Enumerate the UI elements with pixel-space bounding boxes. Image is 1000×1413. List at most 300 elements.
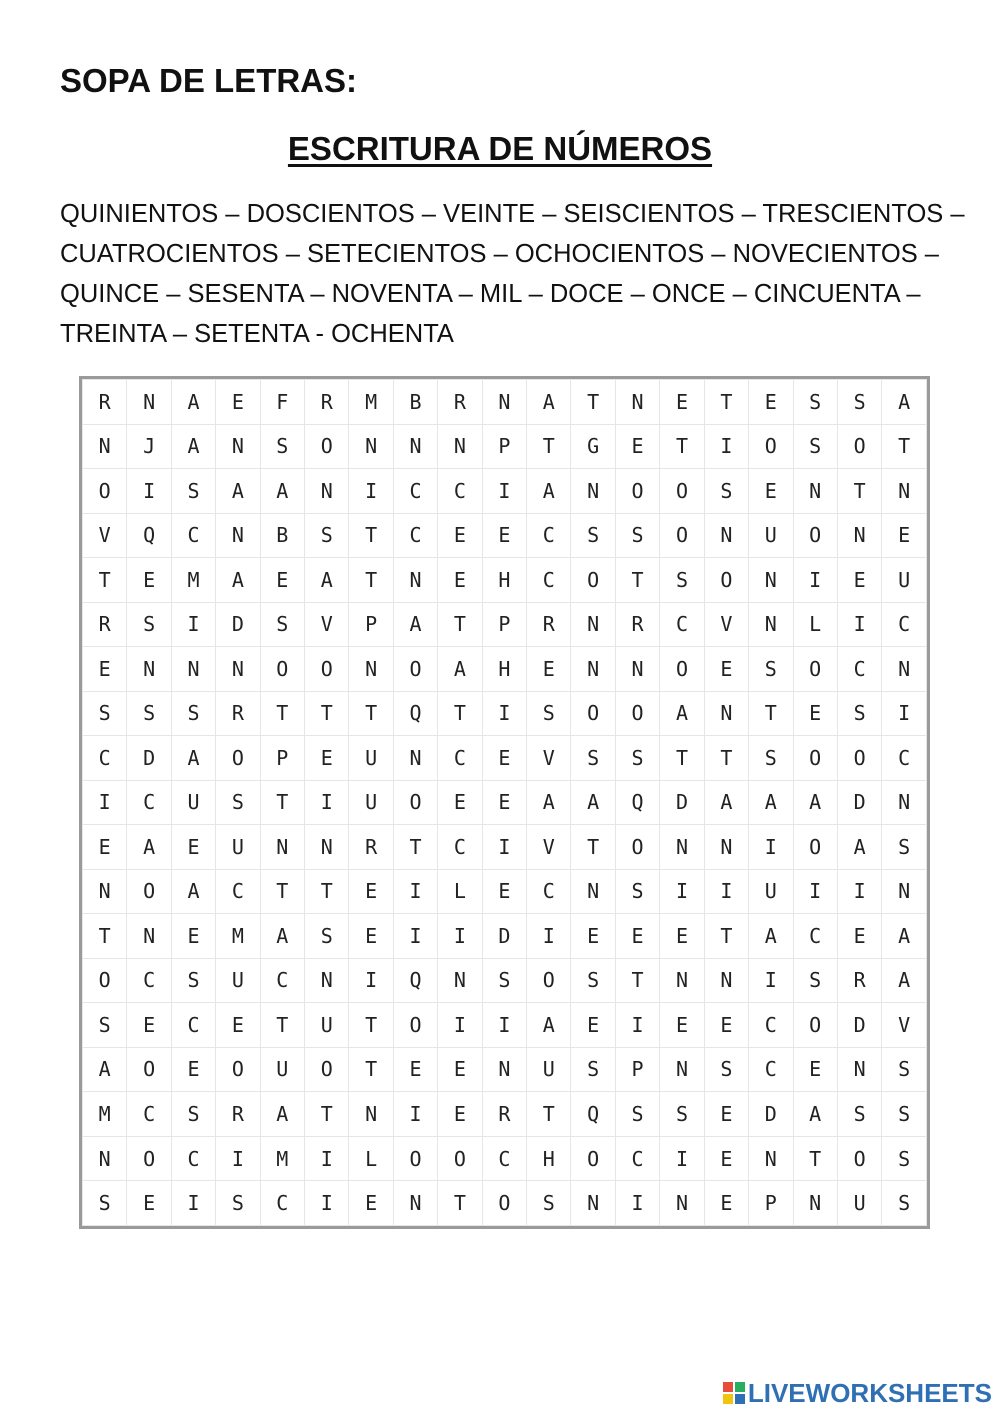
grid-cell[interactable]: R [438, 380, 482, 425]
grid-cell[interactable]: N [305, 958, 349, 1003]
grid-cell[interactable]: E [482, 736, 526, 781]
grid-cell[interactable]: C [393, 469, 437, 514]
grid-cell[interactable]: N [615, 647, 659, 692]
grid-cell[interactable]: O [837, 424, 881, 469]
grid-cell[interactable]: U [216, 958, 260, 1003]
grid-cell[interactable]: H [527, 1136, 571, 1181]
grid-cell[interactable]: O [660, 469, 704, 514]
grid-cell[interactable]: E [216, 1003, 260, 1048]
grid-cell[interactable]: E [837, 914, 881, 959]
grid-cell[interactable]: I [660, 869, 704, 914]
grid-cell[interactable]: A [83, 1047, 127, 1092]
grid-cell[interactable]: N [260, 825, 304, 870]
grid-cell[interactable]: O [615, 469, 659, 514]
grid-cell[interactable]: A [216, 469, 260, 514]
grid-cell[interactable]: U [305, 1003, 349, 1048]
grid-cell[interactable]: A [571, 780, 615, 825]
grid-cell[interactable]: L [793, 602, 837, 647]
grid-cell[interactable]: A [527, 380, 571, 425]
grid-cell[interactable]: I [749, 958, 793, 1003]
grid-cell[interactable]: N [837, 1047, 881, 1092]
grid-cell[interactable]: D [749, 1092, 793, 1137]
grid-cell[interactable]: I [704, 424, 748, 469]
grid-cell[interactable]: O [393, 780, 437, 825]
grid-cell[interactable]: O [127, 869, 171, 914]
grid-cell[interactable]: P [749, 1181, 793, 1226]
grid-cell[interactable]: S [171, 958, 215, 1003]
grid-cell[interactable]: T [305, 1092, 349, 1137]
grid-cell[interactable]: N [882, 780, 927, 825]
grid-cell[interactable]: N [127, 380, 171, 425]
grid-cell[interactable]: A [171, 424, 215, 469]
grid-cell[interactable]: T [393, 825, 437, 870]
grid-cell[interactable]: P [482, 602, 526, 647]
grid-cell[interactable]: N [749, 1136, 793, 1181]
grid-cell[interactable]: E [127, 1003, 171, 1048]
grid-cell[interactable]: M [260, 1136, 304, 1181]
grid-cell[interactable]: O [571, 1136, 615, 1181]
grid-cell[interactable]: E [482, 869, 526, 914]
grid-cell[interactable]: N [882, 869, 927, 914]
grid-cell[interactable]: E [438, 780, 482, 825]
grid-cell[interactable]: O [393, 1136, 437, 1181]
grid-cell[interactable]: C [882, 736, 927, 781]
grid-cell[interactable]: S [305, 914, 349, 959]
grid-cell[interactable]: I [127, 469, 171, 514]
grid-cell[interactable]: N [793, 1181, 837, 1226]
grid-cell[interactable]: T [793, 1136, 837, 1181]
grid-cell[interactable]: R [83, 380, 127, 425]
grid-cell[interactable]: A [171, 869, 215, 914]
grid-cell[interactable]: S [615, 736, 659, 781]
grid-cell[interactable]: O [704, 558, 748, 603]
grid-cell[interactable]: O [393, 1003, 437, 1048]
grid-cell[interactable]: O [660, 647, 704, 692]
grid-cell[interactable]: I [482, 1003, 526, 1048]
grid-cell[interactable]: N [83, 1136, 127, 1181]
grid-cell[interactable]: N [571, 1181, 615, 1226]
grid-cell[interactable]: A [171, 736, 215, 781]
grid-cell[interactable]: C [482, 1136, 526, 1181]
grid-cell[interactable]: Q [571, 1092, 615, 1137]
grid-cell[interactable]: I [882, 691, 927, 736]
grid-cell[interactable]: T [571, 825, 615, 870]
grid-cell[interactable]: O [615, 691, 659, 736]
grid-cell[interactable]: O [793, 1003, 837, 1048]
grid-cell[interactable]: E [793, 1047, 837, 1092]
grid-cell[interactable]: E [305, 736, 349, 781]
grid-cell[interactable]: S [615, 869, 659, 914]
grid-cell[interactable]: V [83, 513, 127, 558]
grid-cell[interactable]: A [882, 380, 927, 425]
grid-cell[interactable]: Q [393, 691, 437, 736]
grid-cell[interactable]: T [260, 869, 304, 914]
grid-cell[interactable]: E [349, 1181, 393, 1226]
grid-cell[interactable]: A [438, 647, 482, 692]
grid-cell[interactable]: S [660, 1092, 704, 1137]
grid-cell[interactable]: S [660, 558, 704, 603]
grid-cell[interactable]: E [660, 914, 704, 959]
grid-cell[interactable]: D [216, 602, 260, 647]
grid-cell[interactable]: S [571, 736, 615, 781]
grid-cell[interactable]: I [482, 469, 526, 514]
grid-cell[interactable]: T [704, 380, 748, 425]
grid-cell[interactable]: R [83, 602, 127, 647]
grid-cell[interactable]: O [305, 424, 349, 469]
grid-cell[interactable]: O [615, 825, 659, 870]
grid-cell[interactable]: N [393, 558, 437, 603]
grid-cell[interactable]: T [83, 914, 127, 959]
grid-cell[interactable]: C [438, 736, 482, 781]
grid-cell[interactable]: I [482, 825, 526, 870]
grid-cell[interactable]: V [704, 602, 748, 647]
grid-cell[interactable]: N [216, 513, 260, 558]
grid-cell[interactable]: I [305, 1181, 349, 1226]
grid-cell[interactable]: U [349, 780, 393, 825]
grid-cell[interactable]: I [527, 914, 571, 959]
grid-cell[interactable]: M [171, 558, 215, 603]
grid-cell[interactable]: O [216, 1047, 260, 1092]
grid-cell[interactable]: A [882, 914, 927, 959]
grid-cell[interactable]: C [171, 513, 215, 558]
grid-cell[interactable]: U [171, 780, 215, 825]
grid-cell[interactable]: T [704, 736, 748, 781]
grid-cell[interactable]: T [660, 736, 704, 781]
grid-cell[interactable]: N [216, 424, 260, 469]
grid-cell[interactable]: T [349, 1003, 393, 1048]
grid-cell[interactable]: E [438, 513, 482, 558]
grid-cell[interactable]: S [171, 1092, 215, 1137]
grid-cell[interactable]: O [438, 1136, 482, 1181]
grid-cell[interactable]: I [305, 1136, 349, 1181]
grid-cell[interactable]: E [171, 1047, 215, 1092]
grid-cell[interactable]: S [527, 1181, 571, 1226]
grid-cell[interactable]: S [615, 513, 659, 558]
grid-cell[interactable]: E [393, 1047, 437, 1092]
grid-cell[interactable]: A [660, 691, 704, 736]
grid-cell[interactable]: E [882, 513, 927, 558]
grid-cell[interactable]: N [83, 424, 127, 469]
grid-cell[interactable]: J [127, 424, 171, 469]
grid-cell[interactable]: A [527, 780, 571, 825]
grid-cell[interactable]: C [438, 825, 482, 870]
grid-cell[interactable]: U [349, 736, 393, 781]
grid-cell[interactable]: P [482, 424, 526, 469]
grid-cell[interactable]: N [438, 958, 482, 1003]
grid-cell[interactable]: U [527, 1047, 571, 1092]
grid-cell[interactable]: C [171, 1136, 215, 1181]
grid-cell[interactable]: E [127, 1181, 171, 1226]
grid-cell[interactable]: R [482, 1092, 526, 1137]
grid-cell[interactable]: O [527, 958, 571, 1003]
grid-cell[interactable]: R [216, 1092, 260, 1137]
grid-cell[interactable]: O [793, 736, 837, 781]
grid-cell[interactable]: O [393, 647, 437, 692]
grid-cell[interactable]: A [305, 558, 349, 603]
grid-cell[interactable]: N [660, 825, 704, 870]
grid-cell[interactable]: I [438, 1003, 482, 1048]
grid-cell[interactable]: N [704, 513, 748, 558]
grid-cell[interactable]: A [527, 469, 571, 514]
grid-cell[interactable]: R [837, 958, 881, 1003]
grid-cell[interactable]: M [349, 380, 393, 425]
grid-cell[interactable]: I [393, 914, 437, 959]
grid-cell[interactable]: C [260, 1181, 304, 1226]
grid-cell[interactable]: C [749, 1003, 793, 1048]
grid-cell[interactable]: R [615, 602, 659, 647]
grid-cell[interactable]: S [749, 647, 793, 692]
grid-cell[interactable]: E [615, 914, 659, 959]
grid-cell[interactable]: A [882, 958, 927, 1003]
grid-cell[interactable]: N [393, 424, 437, 469]
grid-cell[interactable]: S [882, 1181, 927, 1226]
grid-cell[interactable]: I [837, 602, 881, 647]
grid-cell[interactable]: N [660, 1047, 704, 1092]
grid-cell[interactable]: E [571, 914, 615, 959]
grid-cell[interactable]: N [127, 914, 171, 959]
grid-cell[interactable]: E [438, 1047, 482, 1092]
grid-cell[interactable]: H [482, 558, 526, 603]
grid-cell[interactable]: L [438, 869, 482, 914]
grid-cell[interactable]: A [749, 914, 793, 959]
grid-cell[interactable]: E [704, 1136, 748, 1181]
grid-cell[interactable]: T [882, 424, 927, 469]
grid-cell[interactable]: S [615, 1092, 659, 1137]
grid-cell[interactable]: C [837, 647, 881, 692]
grid-cell[interactable]: O [83, 469, 127, 514]
grid-cell[interactable]: S [793, 958, 837, 1003]
grid-cell[interactable]: S [171, 469, 215, 514]
grid-cell[interactable]: O [127, 1136, 171, 1181]
grid-cell[interactable]: N [571, 469, 615, 514]
grid-cell[interactable]: E [704, 647, 748, 692]
grid-cell[interactable]: S [882, 825, 927, 870]
grid-cell[interactable]: A [171, 380, 215, 425]
grid-cell[interactable]: E [793, 691, 837, 736]
grid-cell[interactable]: S [749, 736, 793, 781]
grid-cell[interactable]: N [171, 647, 215, 692]
grid-cell[interactable]: N [660, 1181, 704, 1226]
grid-cell[interactable]: O [837, 1136, 881, 1181]
grid-cell[interactable]: N [882, 469, 927, 514]
grid-cell[interactable]: E [615, 424, 659, 469]
grid-cell[interactable]: S [83, 1003, 127, 1048]
grid-cell[interactable]: C [260, 958, 304, 1003]
grid-cell[interactable]: N [393, 1181, 437, 1226]
grid-cell[interactable]: S [793, 380, 837, 425]
grid-cell[interactable]: U [837, 1181, 881, 1226]
grid-cell[interactable]: N [749, 602, 793, 647]
grid-cell[interactable]: I [837, 869, 881, 914]
grid-cell[interactable]: O [837, 736, 881, 781]
grid-cell[interactable]: A [260, 914, 304, 959]
grid-cell[interactable]: P [349, 602, 393, 647]
grid-cell[interactable]: E [660, 1003, 704, 1048]
grid-cell[interactable]: I [660, 1136, 704, 1181]
grid-cell[interactable]: N [793, 469, 837, 514]
grid-cell[interactable]: S [882, 1047, 927, 1092]
grid-cell[interactable]: S [571, 513, 615, 558]
grid-cell[interactable]: P [260, 736, 304, 781]
grid-cell[interactable]: R [216, 691, 260, 736]
grid-cell[interactable]: I [615, 1181, 659, 1226]
grid-cell[interactable]: S [305, 513, 349, 558]
grid-cell[interactable]: C [615, 1136, 659, 1181]
grid-cell[interactable]: C [127, 958, 171, 1003]
grid-cell[interactable]: O [571, 691, 615, 736]
grid-cell[interactable]: A [793, 1092, 837, 1137]
grid-cell[interactable]: S [571, 958, 615, 1003]
grid-cell[interactable]: E [571, 1003, 615, 1048]
grid-cell[interactable]: O [83, 958, 127, 1003]
grid-cell[interactable]: N [749, 558, 793, 603]
grid-cell[interactable]: T [83, 558, 127, 603]
grid-cell[interactable]: N [571, 869, 615, 914]
grid-cell[interactable]: T [704, 914, 748, 959]
grid-cell[interactable]: T [260, 1003, 304, 1048]
grid-cell[interactable]: T [305, 691, 349, 736]
grid-cell[interactable]: D [660, 780, 704, 825]
grid-cell[interactable]: I [171, 602, 215, 647]
grid-cell[interactable]: N [438, 424, 482, 469]
grid-cell[interactable]: S [83, 1181, 127, 1226]
grid-cell[interactable]: N [349, 424, 393, 469]
grid-cell[interactable]: S [704, 469, 748, 514]
grid-cell[interactable]: O [127, 1047, 171, 1092]
grid-cell[interactable]: N [704, 958, 748, 1003]
grid-cell[interactable]: N [127, 647, 171, 692]
grid-cell[interactable]: S [482, 958, 526, 1003]
grid-cell[interactable]: I [305, 780, 349, 825]
grid-cell[interactable]: C [749, 1047, 793, 1092]
grid-cell[interactable]: I [349, 469, 393, 514]
grid-cell[interactable]: R [305, 380, 349, 425]
grid-cell[interactable]: S [571, 1047, 615, 1092]
grid-cell[interactable]: A [527, 1003, 571, 1048]
grid-cell[interactable]: N [615, 380, 659, 425]
grid-cell[interactable]: S [837, 1092, 881, 1137]
grid-cell[interactable]: V [527, 736, 571, 781]
grid-cell[interactable]: N [882, 647, 927, 692]
grid-cell[interactable]: T [660, 424, 704, 469]
grid-cell[interactable]: S [837, 380, 881, 425]
grid-cell[interactable]: A [704, 780, 748, 825]
grid-cell[interactable]: O [305, 1047, 349, 1092]
grid-cell[interactable]: E [260, 558, 304, 603]
grid-cell[interactable]: C [393, 513, 437, 558]
grid-cell[interactable]: I [393, 1092, 437, 1137]
grid-cell[interactable]: S [127, 602, 171, 647]
grid-cell[interactable]: Q [393, 958, 437, 1003]
grid-cell[interactable]: C [793, 914, 837, 959]
grid-cell[interactable]: B [393, 380, 437, 425]
grid-cell[interactable]: A [260, 469, 304, 514]
grid-cell[interactable]: N [704, 825, 748, 870]
grid-cell[interactable]: C [660, 602, 704, 647]
grid-cell[interactable]: I [216, 1136, 260, 1181]
grid-cell[interactable]: G [571, 424, 615, 469]
grid-cell[interactable]: N [660, 958, 704, 1003]
grid-cell[interactable]: D [482, 914, 526, 959]
grid-cell[interactable]: T [749, 691, 793, 736]
grid-cell[interactable]: S [83, 691, 127, 736]
grid-cell[interactable]: O [793, 513, 837, 558]
grid-cell[interactable]: C [216, 869, 260, 914]
grid-cell[interactable]: E [171, 825, 215, 870]
grid-cell[interactable]: D [127, 736, 171, 781]
grid-cell[interactable]: O [482, 1181, 526, 1226]
grid-cell[interactable]: T [349, 513, 393, 558]
grid-cell[interactable]: R [527, 602, 571, 647]
grid-cell[interactable]: D [837, 780, 881, 825]
grid-cell[interactable]: A [393, 602, 437, 647]
grid-cell[interactable]: A [216, 558, 260, 603]
grid-cell[interactable]: I [749, 825, 793, 870]
grid-cell[interactable]: N [216, 647, 260, 692]
grid-cell[interactable]: E [83, 647, 127, 692]
grid-cell[interactable]: H [482, 647, 526, 692]
grid-cell[interactable]: I [438, 914, 482, 959]
grid-cell[interactable]: T [527, 1092, 571, 1137]
grid-cell[interactable]: O [571, 558, 615, 603]
grid-cell[interactable]: E [216, 380, 260, 425]
grid-cell[interactable]: T [615, 958, 659, 1003]
grid-cell[interactable]: N [349, 647, 393, 692]
grid-cell[interactable]: N [305, 825, 349, 870]
grid-cell[interactable]: I [349, 958, 393, 1003]
grid-cell[interactable]: E [660, 380, 704, 425]
grid-cell[interactable]: U [749, 869, 793, 914]
grid-cell[interactable]: N [571, 647, 615, 692]
grid-cell[interactable]: B [260, 513, 304, 558]
grid-cell[interactable]: E [704, 1181, 748, 1226]
grid-cell[interactable]: O [305, 647, 349, 692]
grid-cell[interactable]: T [438, 1181, 482, 1226]
grid-cell[interactable]: S [216, 1181, 260, 1226]
grid-cell[interactable]: P [615, 1047, 659, 1092]
grid-cell[interactable]: A [260, 1092, 304, 1137]
grid-cell[interactable]: T [260, 691, 304, 736]
grid-cell[interactable]: C [438, 469, 482, 514]
grid-cell[interactable]: S [882, 1092, 927, 1137]
grid-cell[interactable]: T [571, 380, 615, 425]
grid-cell[interactable]: V [882, 1003, 927, 1048]
grid-cell[interactable]: S [260, 424, 304, 469]
grid-cell[interactable]: E [438, 558, 482, 603]
grid-cell[interactable]: D [837, 1003, 881, 1048]
grid-cell[interactable]: C [527, 513, 571, 558]
grid-cell[interactable]: T [615, 558, 659, 603]
grid-cell[interactable]: I [83, 780, 127, 825]
grid-cell[interactable]: E [83, 825, 127, 870]
grid-cell[interactable]: V [305, 602, 349, 647]
grid-cell[interactable]: T [527, 424, 571, 469]
grid-cell[interactable]: I [482, 691, 526, 736]
grid-cell[interactable]: U [749, 513, 793, 558]
grid-cell[interactable]: T [438, 691, 482, 736]
grid-cell[interactable]: N [305, 469, 349, 514]
grid-cell[interactable]: S [704, 1047, 748, 1092]
grid-cell[interactable]: T [349, 691, 393, 736]
grid-cell[interactable]: I [793, 869, 837, 914]
grid-cell[interactable]: T [438, 602, 482, 647]
grid-cell[interactable]: O [216, 736, 260, 781]
grid-cell[interactable]: E [527, 647, 571, 692]
grid-cell[interactable]: O [749, 424, 793, 469]
grid-cell[interactable]: N [349, 1092, 393, 1137]
grid-cell[interactable]: M [216, 914, 260, 959]
grid-cell[interactable]: E [749, 380, 793, 425]
